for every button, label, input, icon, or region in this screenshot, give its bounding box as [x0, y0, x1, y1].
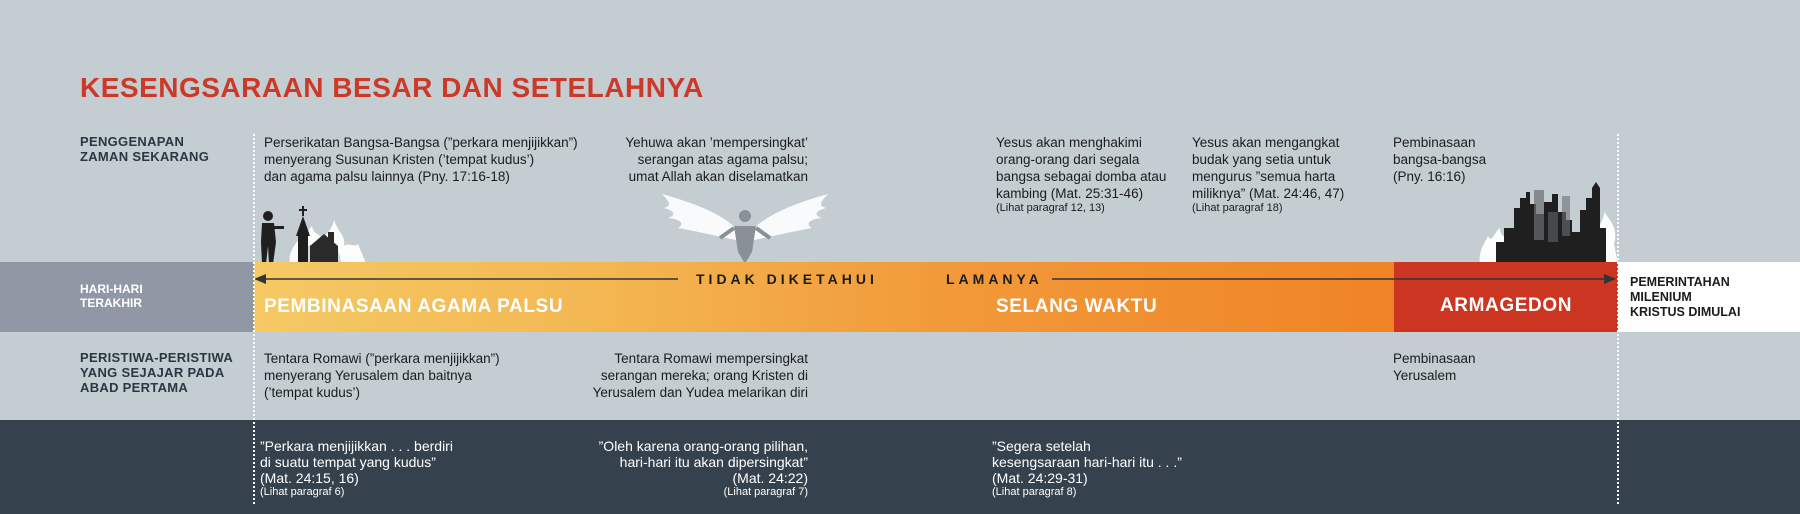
present-event-4-text: Yesus akan mengangkat budak yang setia untuk mengurus ”semua harta miliknya” (Mat. 24:46, 47): [1192, 135, 1345, 201]
millennium-label: PEMERINTAHAN MILENIUM KRISTUS DIMULAI: [1630, 275, 1741, 319]
quote-2: [540, 438, 808, 498]
present-event-1: Perserikatan Bangsa-Bangsa (”perkara menjijikkan”) menyerang Susunan Kristen (’tempat kudus’) dan agama palsu lainnya (Pny. 17:16-18): [264, 135, 578, 184]
last-days-band: [0, 262, 254, 332]
quote-3-ref: (Lihat paragraf 8): [992, 486, 1077, 498]
present-event-5: Pembinasaan bangsa-bangsa (Pny. 16:16): [1393, 135, 1487, 184]
row-label-last-days: HARI-HARI TERAKHIR: [80, 282, 143, 310]
armageddon-label: ARMAGEDON: [1439, 295, 1573, 316]
first-century-event-2: Tentara Romawi mempersingkat serangan mereka; orang Kristen di Yerusalem dan Yudea melarikan diri: [592, 351, 808, 400]
quote-2-text: ”Oleh karena orang-orang pilihan, hari-hari itu akan dipersingkat” (Mat. 24:22): [598, 438, 808, 486]
segment-false-religion-label: PEMBINASAAN AGAMA PALSU: [264, 296, 564, 317]
diagram-title: KESENGSARAAN BESAR DAN SETELAHNYA: [80, 72, 704, 103]
burning-city-illustration: [1474, 168, 1618, 264]
unknown-label: TIDAK DIKETAHUI: [696, 271, 878, 287]
quote-1-ref: (Lihat paragraf 6): [260, 486, 345, 498]
unknown-duration-arrow: [254, 270, 1618, 290]
first-century-event-1: Tentara Romawi (”perkara menjijikkan”) menyerang Yerusalem dan baitnya (’tempat kudus’): [264, 351, 500, 400]
present-event-3-text: Yesus akan menghakimi orang-orang dari segala bangsa sebagai domba atau kambing (Mat. 25:31-46): [996, 135, 1167, 201]
segment-interval-label: SELANG WAKTU: [996, 296, 1158, 317]
present-event-3-ref: (Lihat paragraf 12, 13): [996, 202, 1105, 214]
row-label-present: PENGGENAPAN ZAMAN SEKARANG: [80, 134, 210, 164]
present-event-4-ref: (Lihat paragraf 18): [1192, 202, 1283, 214]
row-label-first-century: PERISTIWA-PERISTIWA YANG SEJAJAR PADA ABAD PERTAMA: [80, 350, 234, 395]
millennium-band: [1618, 262, 1800, 332]
quote-1-text: ”Perkara menjijikkan . . . berdiri di suatu tempat yang kudus” (Mat. 24:15, 16): [260, 438, 453, 486]
soldier-church-fire-illustration: [254, 196, 370, 264]
quote-3: [992, 438, 1182, 498]
quote-3-text: ”Segera setelah kesengsaraan hari-hari itu . . .” (Mat. 24:29-31): [992, 438, 1182, 486]
scripture-quotes-band: [0, 420, 1800, 514]
present-event-4: [1192, 134, 1344, 214]
present-event-2: Yehuwa akan ’mempersingkat’ serangan atas agama palsu; umat Allah akan diselamatkan: [625, 135, 808, 184]
quote-2-ref: (Lihat paragraf 7): [723, 486, 808, 498]
start-marker-line: [253, 134, 255, 504]
angel-illustration: [660, 192, 830, 262]
duration-label: LAMANYA: [946, 271, 1043, 287]
first-century-event-3: Pembinasaan Yerusalem: [1393, 351, 1476, 383]
present-event-3: [996, 134, 1166, 214]
end-marker-line: [1617, 134, 1619, 504]
quote-1: [260, 438, 453, 498]
